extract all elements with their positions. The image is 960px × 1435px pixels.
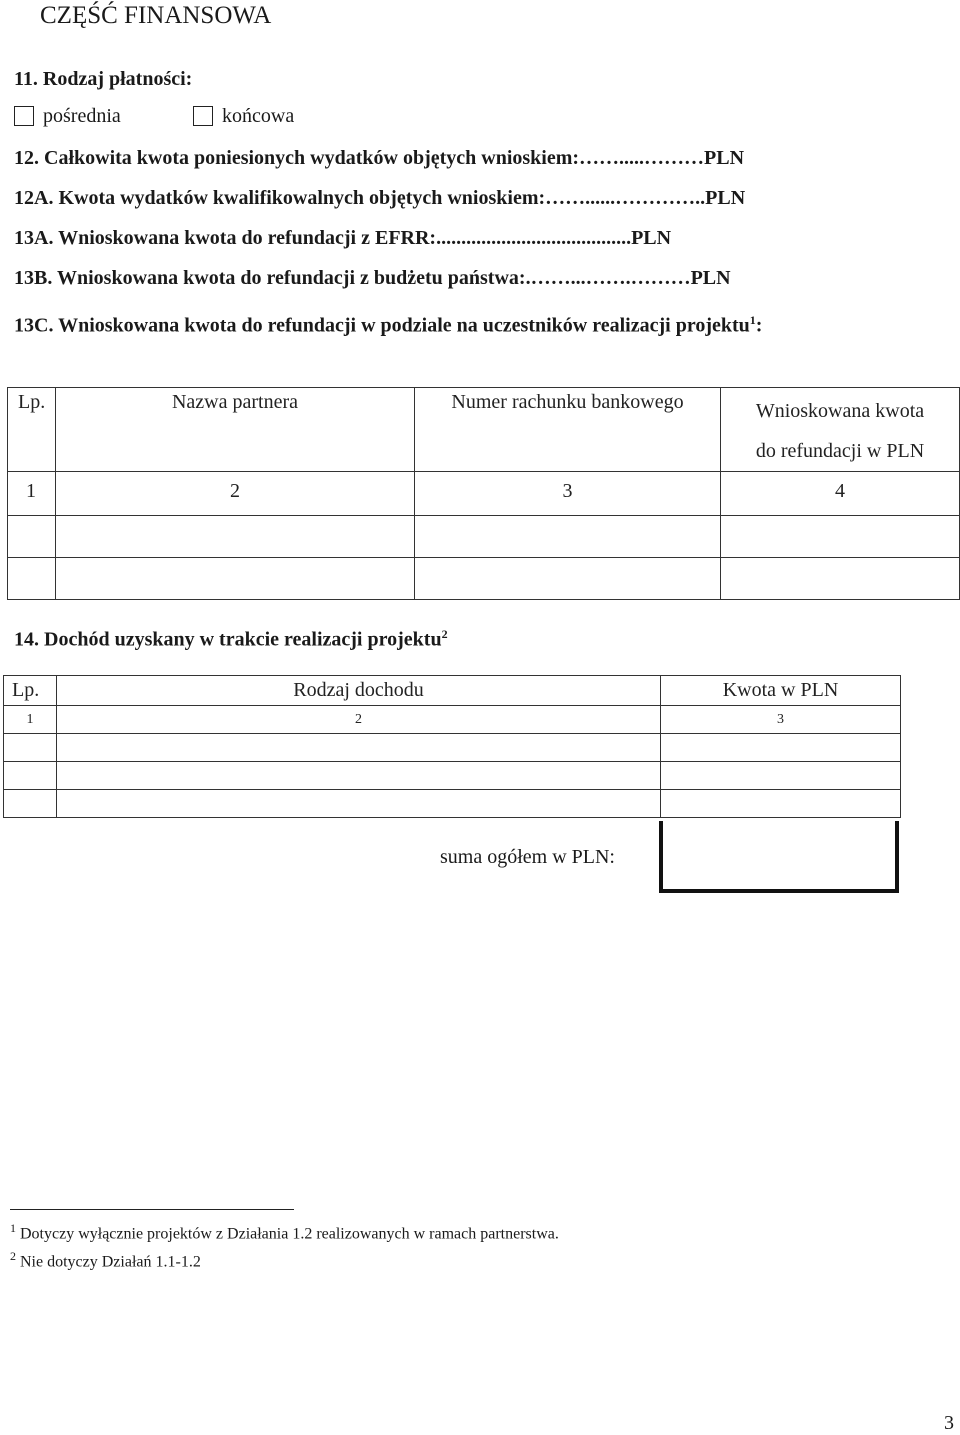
partners-col-account: Numer rachunku bankowego: [415, 388, 721, 472]
q13c-text: 13C. Wnioskowana kwota do refundacji w podziale na uczestników realizacji projektu: [14, 314, 750, 337]
income-cell[interactable]: [4, 790, 57, 818]
q12-line: [14, 146, 744, 170]
partners-table-row: [8, 558, 960, 600]
income-col-amount: Kwota w PLN: [661, 676, 901, 706]
q14-text: 14. Dochód uzyskany w trakcie realizacji projektu: [14, 628, 442, 651]
partners-table-number-row: [8, 472, 960, 516]
checkbox-posrednia[interactable]: [14, 106, 34, 126]
income-num-3: 3: [661, 706, 901, 734]
q12a-line: [14, 186, 745, 210]
sum-total-label: suma ogółem w PLN:: [440, 846, 615, 868]
checkbox-koncowa-label: końcowa: [222, 105, 295, 127]
partners-cell[interactable]: [415, 558, 721, 600]
partners-cell[interactable]: [8, 516, 56, 558]
income-table-number-row: [4, 706, 901, 734]
q13b-line: [14, 266, 731, 290]
footnote-1-number: 1: [10, 1221, 16, 1235]
income-table-row: [4, 762, 901, 790]
income-num-2: 2: [57, 706, 661, 734]
partners-cell[interactable]: [56, 516, 415, 558]
income-cell[interactable]: [4, 762, 57, 790]
partners-cell[interactable]: [415, 516, 721, 558]
footnote-1: [10, 1221, 559, 1243]
income-cell[interactable]: [661, 790, 901, 818]
partners-num-2: 2: [56, 472, 415, 516]
income-cell[interactable]: [57, 734, 661, 762]
income-cell[interactable]: [4, 734, 57, 762]
income-cell[interactable]: [57, 762, 661, 790]
footnote-2: [10, 1249, 201, 1271]
sum-total-field[interactable]: [659, 821, 899, 893]
partners-num-1: 1: [8, 472, 56, 516]
income-table-row: [4, 790, 901, 818]
partners-col-amount-line1: Wnioskowana kwota: [755, 400, 925, 422]
partners-num-3: 3: [415, 472, 721, 516]
income-num-1: 1: [4, 706, 57, 734]
section-title: CZĘŚĆ FINANSOWA: [40, 2, 272, 29]
partners-cell[interactable]: [721, 558, 960, 600]
payment-type-label: 11. Rodzaj płatności:: [14, 68, 193, 90]
partners-col-lp: Lp.: [8, 388, 56, 472]
q14-footnote-ref: 2: [441, 627, 448, 641]
q13a-line: [14, 226, 671, 250]
q13c-line: [14, 308, 762, 338]
partners-cell[interactable]: [721, 516, 960, 558]
partners-table-header-row: [8, 388, 960, 472]
partners-table-row: [8, 516, 960, 558]
partners-cell[interactable]: [8, 558, 56, 600]
q13c-suffix: :: [755, 314, 763, 337]
income-cell[interactable]: [57, 790, 661, 818]
footnote-2-number: 2: [10, 1249, 16, 1263]
income-cell[interactable]: [661, 762, 901, 790]
q14-line: [14, 622, 448, 652]
partners-cell[interactable]: [56, 558, 415, 600]
q13a-text: 13A. Wnioskowana kwota do refundacji z EFRR:.......................................PLN: [14, 227, 672, 249]
checkbox-posrednia-label: pośrednia: [43, 105, 121, 127]
income-col-type: Rodzaj dochodu: [57, 676, 661, 706]
q13c-footnote-ref: 1: [749, 313, 756, 327]
income-table: [3, 675, 901, 818]
partners-col-amount-line2: do refundacji w PLN: [755, 440, 925, 462]
partners-num-4: 4: [721, 472, 960, 516]
partners-col-amount: [721, 388, 960, 472]
partners-col-name: Nazwa partnera: [56, 388, 415, 472]
partners-table: [7, 387, 960, 600]
q12-text: 12. Całkowita kwota poniesionych wydatków objętych wnioskiem:…….....………PLN: [14, 147, 745, 169]
income-col-lp: Lp.: [4, 676, 57, 706]
income-table-header-row: [4, 676, 901, 706]
q12a-text: 12A. Kwota wydatków kwalifikowalnych objętych wnioskiem:……......…………..PLN: [14, 187, 746, 209]
page-number: 3: [944, 1412, 954, 1434]
checkbox-koncowa[interactable]: [193, 106, 213, 126]
income-table-row: [4, 734, 901, 762]
footnote-1-text: Dotyczy wyłącznie projektów z Działania 1.2 realizowanych w ramach partnerstwa.: [20, 1225, 559, 1243]
footnote-separator: [10, 1209, 294, 1210]
income-cell[interactable]: [661, 734, 901, 762]
q13b-text: 13B. Wnioskowana kwota do refundacji z budżetu państwa:.……...…….………PLN: [14, 267, 731, 289]
footnote-2-text: Nie dotyczy Działań 1.1-1.2: [20, 1253, 201, 1271]
